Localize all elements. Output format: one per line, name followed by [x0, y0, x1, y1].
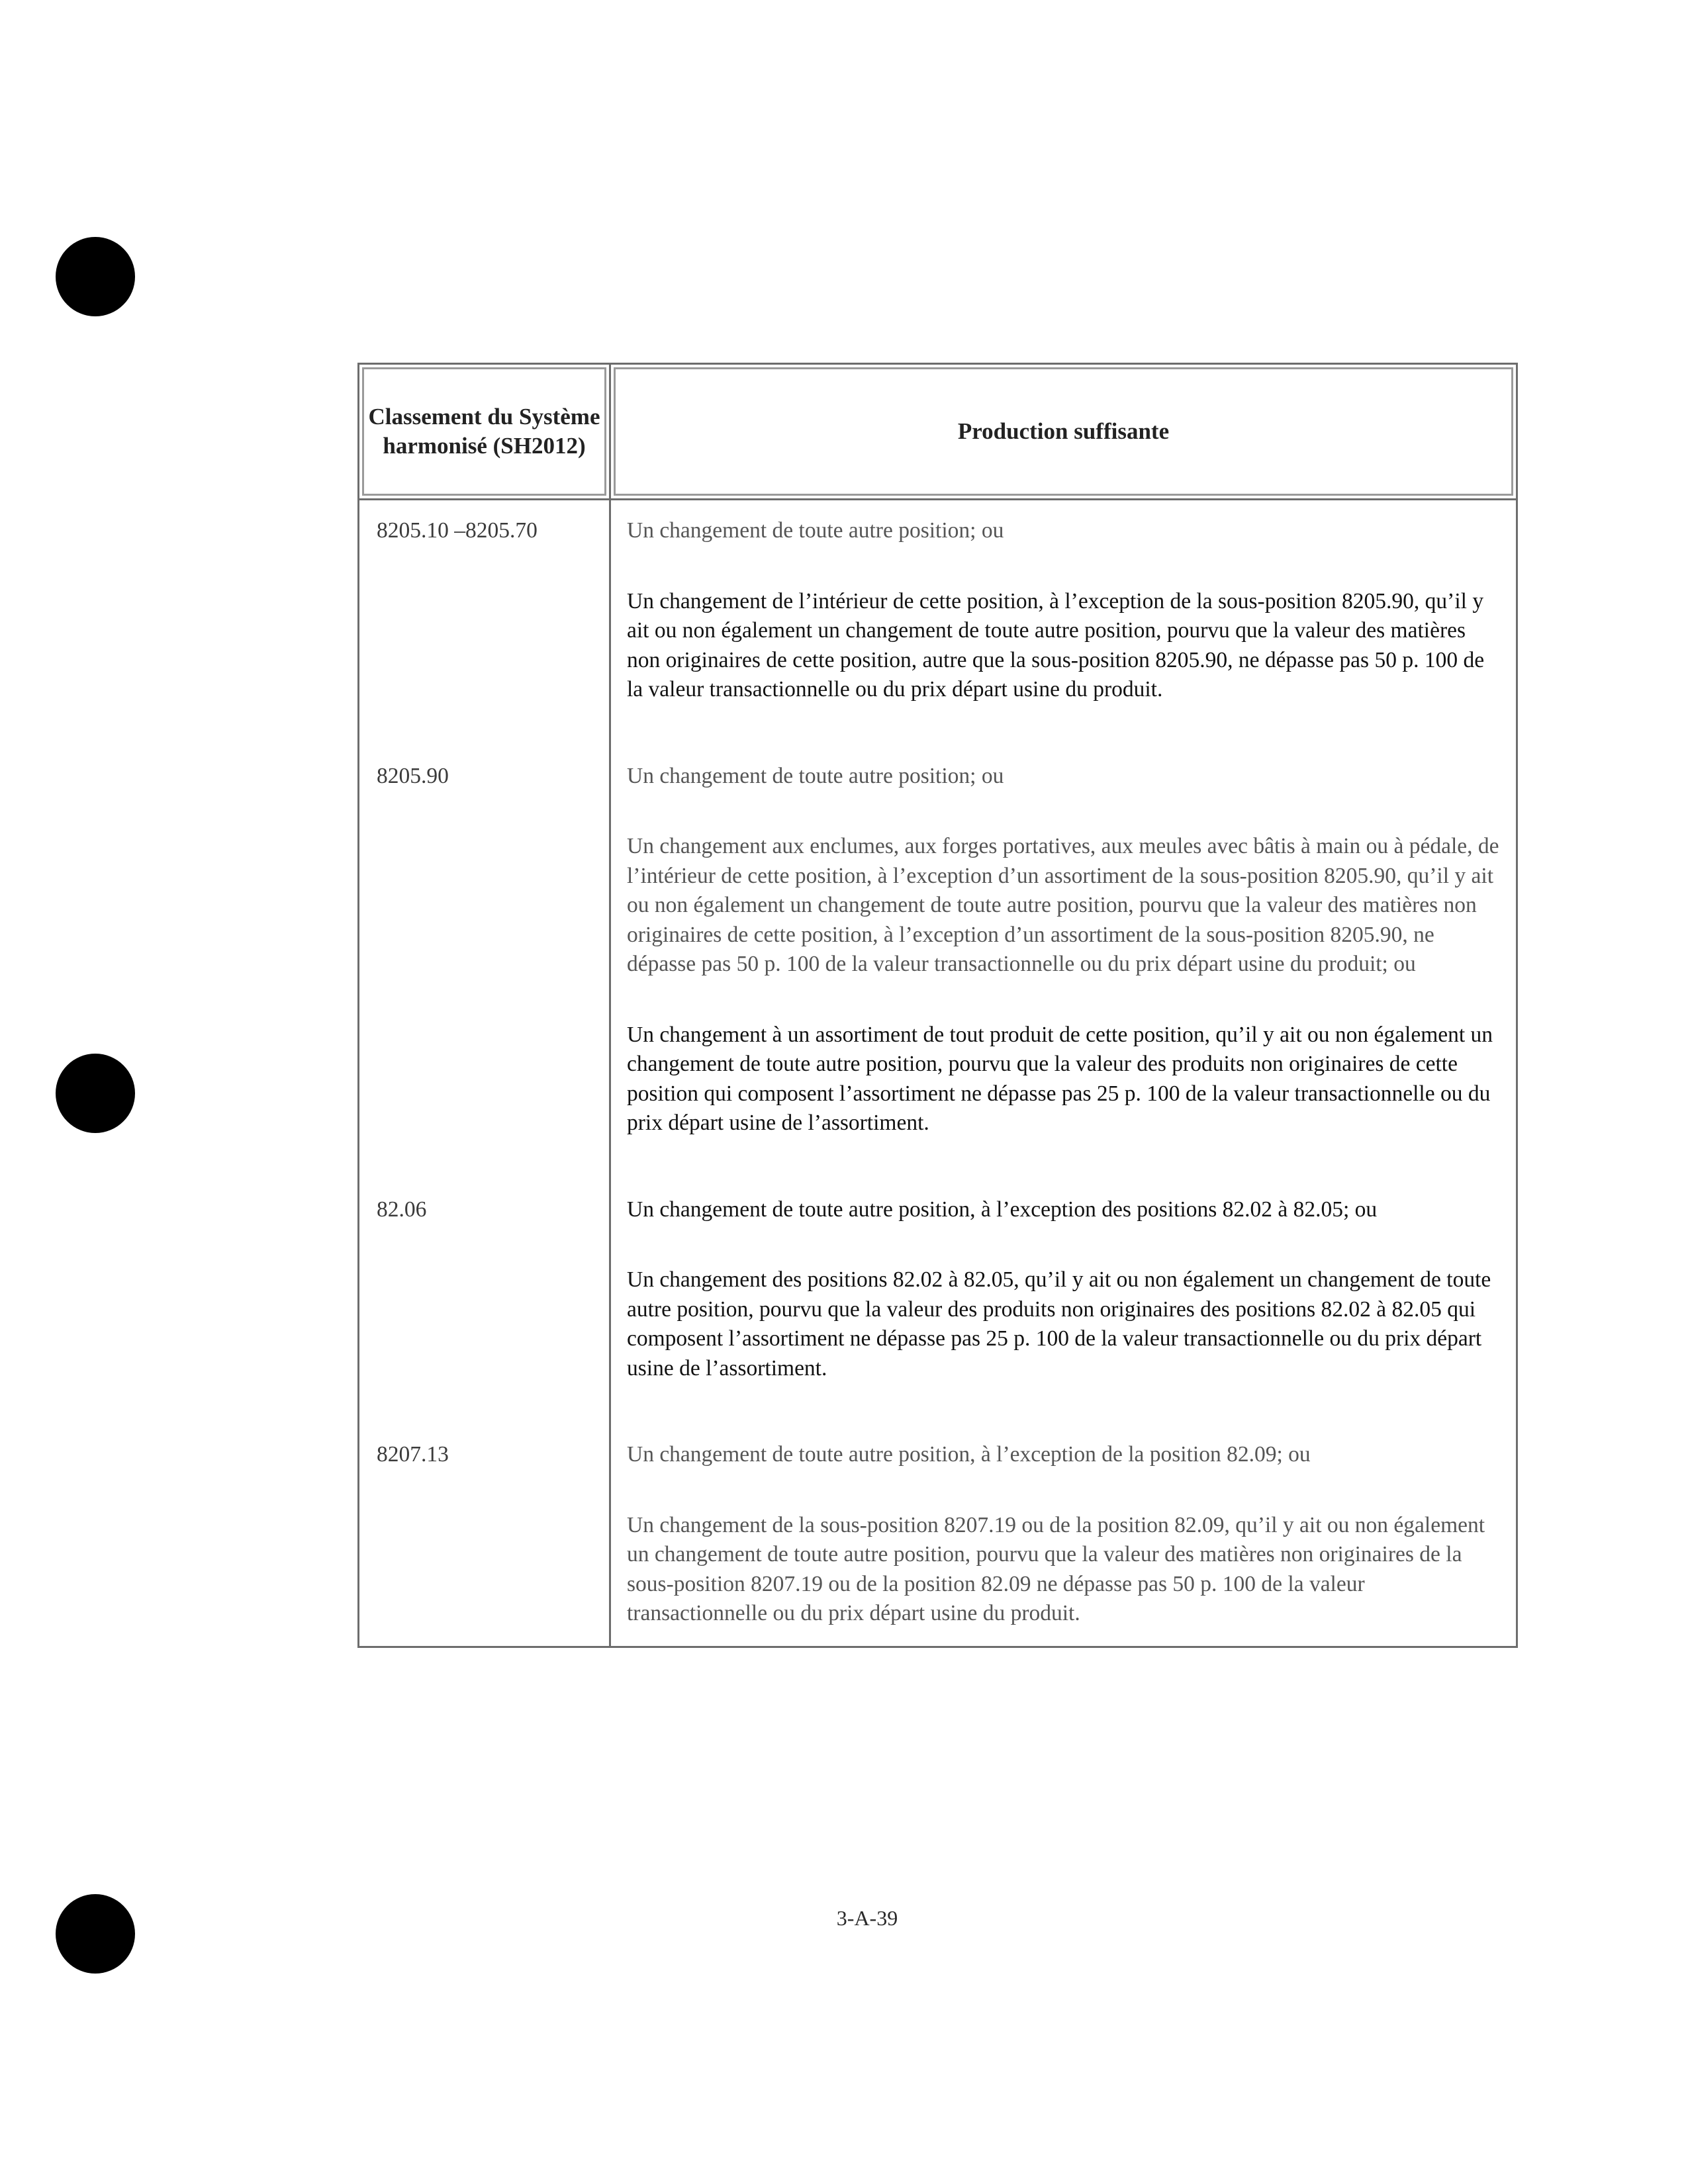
table-row: [359, 500, 1517, 746]
rule-paragraph: Un changement de toute autre position; ou: [627, 518, 1004, 543]
table-row: [359, 746, 1517, 1179]
page-number: 3-A-39: [836, 1906, 898, 1930]
rule-paragraph: Un changement des positions 82.02 à 82.05, qu’il y ait ou non également un changement de toute autre position, pourvu que la valeur des produits non originaires des positions 82.02 à 82.05 qui composent l’assortiment ne dépasse pas 25 p. 100 de la valeur transactionnelle ou du prix départ usine de l’assortiment.: [627, 1267, 1491, 1381]
rule-cell: [610, 1179, 1517, 1425]
rule-cell: [610, 746, 1517, 1179]
table-row: [359, 1424, 1517, 1647]
binder-hole-top: [56, 237, 135, 316]
rule-paragraph: Un changement à un assortiment de tout produit de cette position, qu’il y ait ou non également un changement de toute autre position, pourvu que la valeur des produits non originaires de cette position qui composent l’assortiment ne dépasse pas 25 p. 100 de la valeur transactionnelle ou du prix départ usine de l’assortiment.: [627, 1022, 1493, 1135]
rule-paragraph: Un changement de toute autre position, à l’exception des positions 82.02 à 82.05; ou: [627, 1197, 1378, 1222]
header-classification: Classement du Système harmonisé (SH2012): [359, 364, 610, 500]
rule-cell: [610, 1424, 1517, 1647]
header-production: Production suffisante: [610, 364, 1517, 500]
binder-hole-bottom: [56, 1894, 135, 1974]
tariff-code: 8205.90: [359, 746, 610, 1179]
rule-cell: [610, 500, 1517, 746]
binder-hole-middle: [56, 1054, 135, 1133]
table-row: [359, 1179, 1517, 1425]
tariff-code: 8205.10 –8205.70: [359, 500, 610, 746]
rules-of-origin-table: [357, 363, 1518, 1648]
tariff-code: 82.06: [359, 1179, 610, 1425]
table-header-row: [359, 364, 1517, 500]
tariff-code: 8207.13: [359, 1424, 610, 1647]
rule-paragraph: Un changement de toute autre position; ou: [627, 763, 1004, 788]
rule-paragraph: Un changement de l’intérieur de cette position, à l’exception de la sous-position 8205.90, qu’il y ait ou non également un changement de toute autre position, pourvu que la valeur des matières non originaires de cette position, autre que la sous-position 8205.90, ne dépasse pas 50 p. 100 de la valeur transactionnelle ou du prix départ usine du produit.: [627, 588, 1485, 702]
rule-paragraph: Un changement de la sous-position 8207.19 ou de la position 82.09, qu’il y ait ou non également un changement de toute autre position, pourvu que la valeur des matières non originaires de la sous-position 8207.19 ou de la position 82.09 ne dépasse pas 50 p. 100 de la valeur transactionnelle ou du prix départ usine du produit.: [627, 1512, 1485, 1625]
rule-paragraph: Un changement aux enclumes, aux forges portatives, aux meules avec bâtis à main ou à pédale, de l’intérieur de cette position, à l’exception d’un assortiment de la sous-position 8205.90, qu’il y ait ou non également un changement de toute autre position, pourvu que la valeur des matières non originaires de cette position, à l’exception d’un assortiment de la sous-position 8205.90, ne dépasse pas 50 p. 100 de la valeur transactionnelle ou du prix départ usine du produit; ou: [627, 834, 1499, 976]
rule-paragraph: Un changement de toute autre position, à l’exception de la position 82.09; ou: [627, 1442, 1311, 1467]
